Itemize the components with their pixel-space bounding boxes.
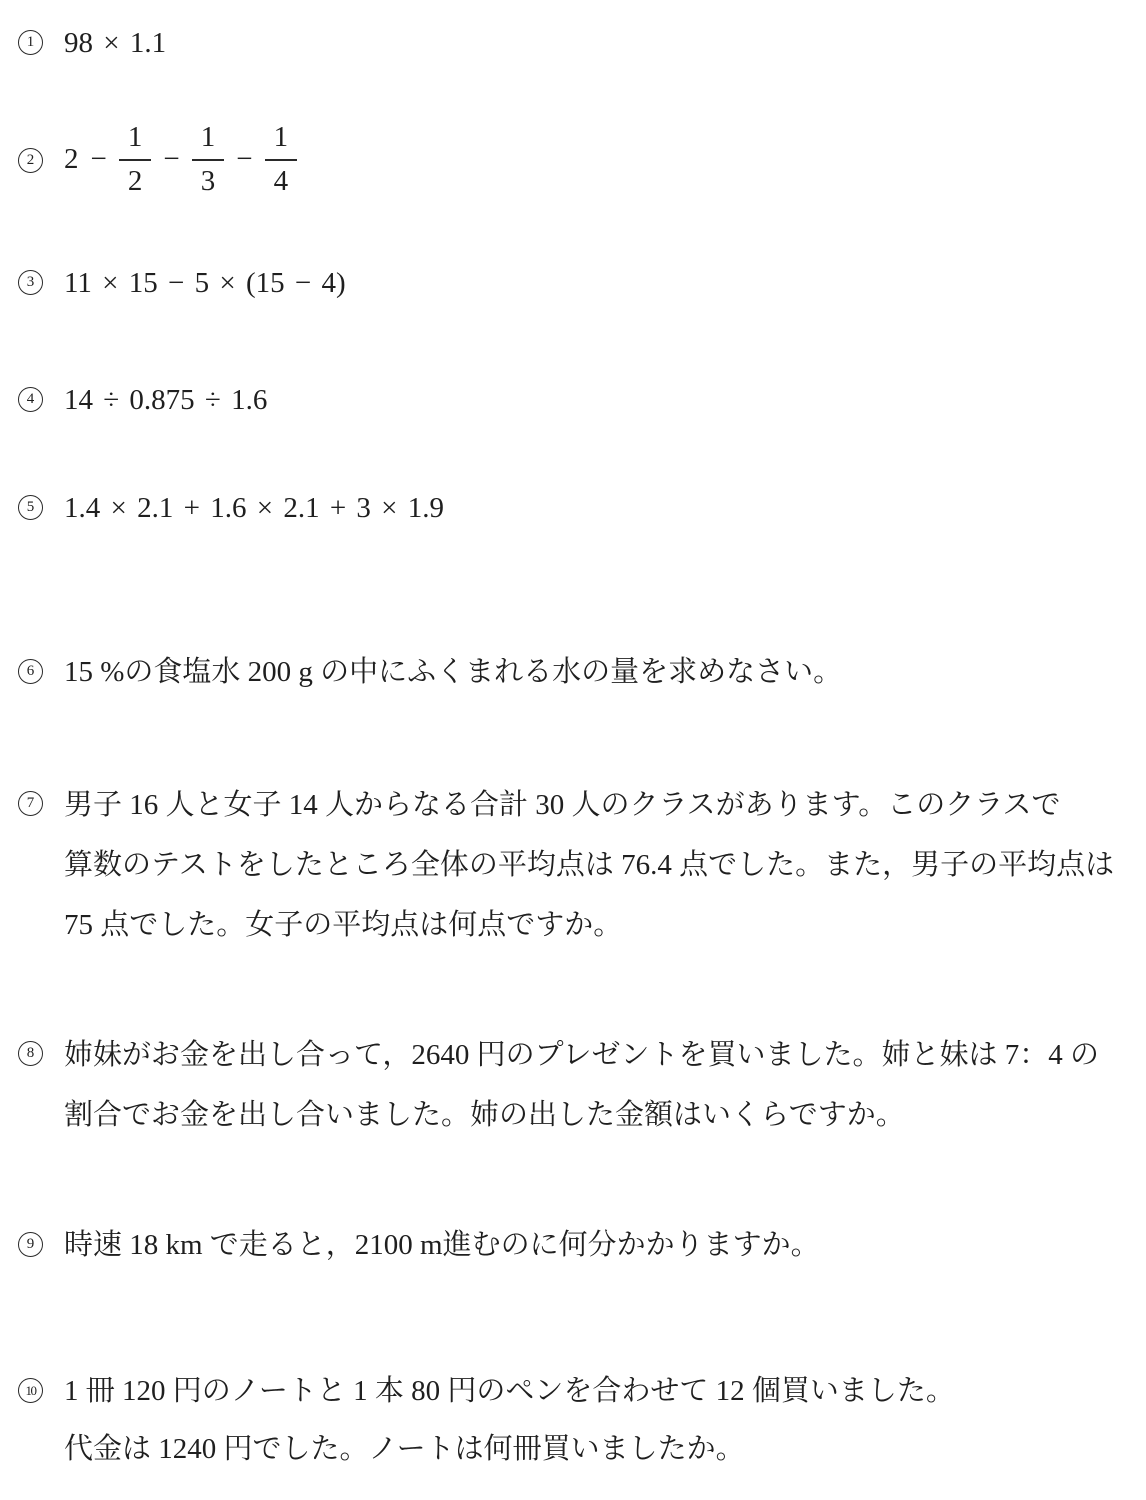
problem-7-number-badge	[18, 791, 43, 816]
problem-4	[18, 383, 1130, 417]
problem-number-label: 8	[26, 1045, 35, 1061]
problem-10-text-line: 代金は 1240 円でした。ノートは何冊買いましたか。	[64, 1433, 745, 1465]
problem-number-label: 4	[26, 391, 35, 407]
problem-5-number-badge	[18, 495, 43, 520]
problem-8	[18, 1025, 1130, 1145]
problem-8-text-line: 割合でお金を出し合いました。姉の出した金額はいくらですか。	[64, 1099, 905, 1131]
expression-lead-term: 2	[64, 143, 79, 176]
fraction-denominator: 4	[273, 165, 289, 197]
problem-6-text: 15 %の食塩水 200 g の中にふくまれる水の量を求めなさい。	[64, 656, 843, 688]
problem-8-number-badge	[18, 1041, 43, 1066]
problem-5	[18, 491, 1130, 525]
minus-operator: −	[163, 143, 180, 176]
problem-2-number-badge	[18, 148, 43, 173]
fraction-one-third	[192, 122, 225, 198]
problem-3-number-badge	[18, 270, 43, 295]
problem-1-expression: 98 × 1.1	[64, 27, 167, 59]
problem-9-text: 時速 18 km で走ると，2100 m進むのに何分かかりますか。	[64, 1229, 820, 1261]
minus-operator: −	[236, 143, 253, 176]
problem-6-number-badge	[18, 659, 43, 684]
fraction-one-quarter	[265, 122, 298, 198]
problem-number-label: 3	[26, 274, 35, 290]
fraction-numerator: 1	[192, 122, 225, 161]
problem-7-text-line: 算数のテストをしたところ全体の平均点は 76.4 点でした。また，男子の平均点は	[64, 849, 1115, 881]
fraction-one-half	[119, 122, 152, 198]
problem-2-expression	[64, 122, 297, 198]
problem-number-label: 2	[26, 151, 35, 168]
fraction-denominator: 2	[127, 165, 143, 197]
problem-7-text-line: 75 点でした。女子の平均点は何点ですか。	[64, 909, 623, 941]
problem-7	[18, 775, 1130, 955]
problem-number-label: 6	[26, 663, 35, 679]
problem-10-text-line: 1 冊 120 円のノートと 1 本 80 円のペンを合わせて 12 個買いました。	[64, 1375, 955, 1407]
problem-2	[18, 118, 1130, 202]
problem-number-label: 10	[25, 1383, 36, 1398]
problem-1	[18, 26, 1130, 60]
problem-7-text-line: 男子 16 人と女子 14 人からなる合計 30 人のクラスがあります。このクラスで	[64, 789, 1061, 821]
problem-10	[18, 1362, 1130, 1478]
problem-number-label: 9	[26, 1236, 35, 1252]
problem-8-text-line: 姉妹がお金を出し合って，2640 円のプレゼントを買いました。姉と妹は 7：4 の	[64, 1039, 1100, 1071]
problem-5-expression: 1.4 × 2.1 + 1.6 × 2.1 + 3 × 1.9	[64, 492, 445, 524]
problem-number-label: 7	[26, 795, 35, 811]
problem-9-number-badge	[18, 1232, 43, 1257]
minus-operator: −	[90, 143, 107, 176]
problem-10-number-badge	[18, 1378, 43, 1403]
problem-3	[18, 266, 1130, 300]
problem-number-label: 1	[26, 34, 35, 50]
problem-3-expression: 11 × 15 − 5 × (15 − 4)	[64, 267, 346, 299]
problem-4-number-badge	[18, 387, 43, 412]
problem-6	[18, 655, 1130, 689]
problem-9	[18, 1228, 1130, 1262]
problem-4-expression: 14 ÷ 0.875 ÷ 1.6	[64, 384, 268, 416]
problem-number-label: 5	[26, 499, 35, 515]
fraction-denominator: 3	[200, 165, 216, 197]
fraction-numerator: 1	[265, 122, 298, 161]
problem-1-number-badge	[18, 30, 43, 55]
fraction-numerator: 1	[119, 122, 152, 161]
